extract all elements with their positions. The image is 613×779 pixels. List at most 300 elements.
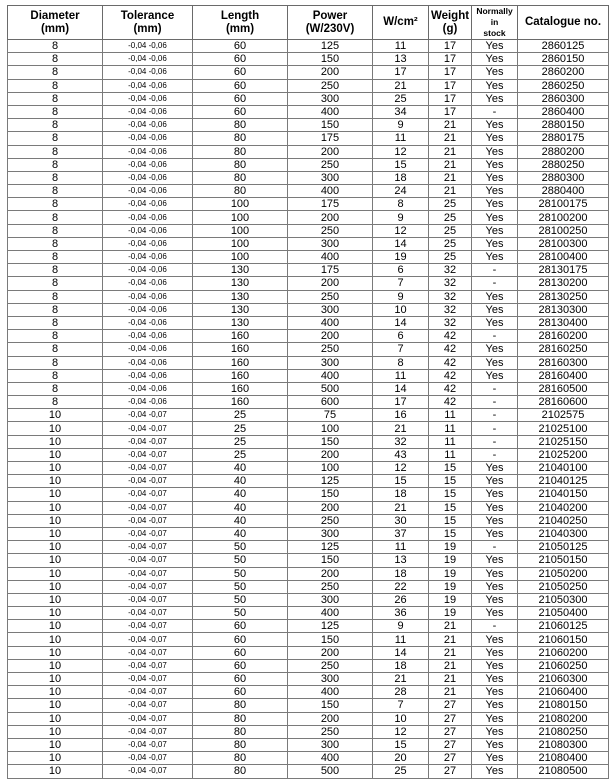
- table-row: [8, 303, 609, 316]
- cell-diameter: 8: [8, 316, 103, 329]
- cell-catalogue-no: 28160200: [518, 330, 609, 343]
- table-row: [8, 527, 609, 540]
- cell-tolerance: -0,04 -0,06: [103, 356, 193, 369]
- cell-tolerance: -0,04 -0,07: [103, 514, 193, 527]
- cell-power: 250: [288, 158, 373, 171]
- table-row: [8, 66, 609, 79]
- cell-weight: 32: [429, 290, 472, 303]
- cell-power: 150: [288, 53, 373, 66]
- cell-diameter: 8: [8, 105, 103, 118]
- cell-catalogue-no: 2860200: [518, 66, 609, 79]
- cell-diameter: 10: [8, 620, 103, 633]
- cell-in-stock: Yes: [472, 673, 518, 686]
- table-row: [8, 686, 609, 699]
- cell-tolerance: -0,04 -0,06: [103, 158, 193, 171]
- cell-weight: 17: [429, 92, 472, 105]
- cell-power: 300: [288, 237, 373, 250]
- table-row: [8, 462, 609, 475]
- cell-tolerance: -0,04 -0,06: [103, 211, 193, 224]
- cell-watt-density: 9: [373, 211, 429, 224]
- cell-tolerance: -0,04 -0,06: [103, 369, 193, 382]
- cell-weight: 21: [429, 185, 472, 198]
- cell-tolerance: -0,04 -0,07: [103, 554, 193, 567]
- cell-weight: 19: [429, 541, 472, 554]
- cell-watt-density: 32: [373, 435, 429, 448]
- cell-diameter: 8: [8, 158, 103, 171]
- table-row: [8, 752, 609, 765]
- table-row: [8, 659, 609, 672]
- cell-weight: 21: [429, 158, 472, 171]
- cell-power: 400: [288, 185, 373, 198]
- cell-diameter: 10: [8, 448, 103, 461]
- cell-watt-density: 12: [373, 725, 429, 738]
- cell-length: 60: [193, 633, 288, 646]
- cell-watt-density: 11: [373, 40, 429, 53]
- cell-in-stock: Yes: [472, 554, 518, 567]
- cell-length: 130: [193, 264, 288, 277]
- table-row: [8, 356, 609, 369]
- cell-watt-density: 25: [373, 92, 429, 105]
- cell-power: 300: [288, 738, 373, 751]
- cell-diameter: 8: [8, 119, 103, 132]
- cell-in-stock: -: [472, 422, 518, 435]
- cell-weight: 27: [429, 738, 472, 751]
- cell-tolerance: -0,04 -0,06: [103, 132, 193, 145]
- cell-in-stock: Yes: [472, 66, 518, 79]
- cell-weight: 21: [429, 633, 472, 646]
- cell-catalogue-no: 21080150: [518, 699, 609, 712]
- cell-in-stock: Yes: [472, 224, 518, 237]
- table-row: [8, 211, 609, 224]
- cell-power: 175: [288, 132, 373, 145]
- cell-length: 80: [193, 752, 288, 765]
- cell-in-stock: Yes: [472, 158, 518, 171]
- cell-watt-density: 18: [373, 171, 429, 184]
- cell-in-stock: Yes: [472, 290, 518, 303]
- cell-catalogue-no: 21050125: [518, 541, 609, 554]
- cell-power: 150: [288, 435, 373, 448]
- cell-in-stock: Yes: [472, 646, 518, 659]
- header-power: Power (W/230V): [288, 6, 373, 40]
- cell-length: 80: [193, 145, 288, 158]
- cell-weight: 25: [429, 198, 472, 211]
- cell-catalogue-no: 28100175: [518, 198, 609, 211]
- cell-weight: 27: [429, 765, 472, 778]
- cell-watt-density: 8: [373, 198, 429, 211]
- cell-power: 200: [288, 448, 373, 461]
- cell-weight: 17: [429, 66, 472, 79]
- cell-diameter: 8: [8, 211, 103, 224]
- cell-diameter: 8: [8, 53, 103, 66]
- cell-in-stock: Yes: [472, 237, 518, 250]
- cell-watt-density: 26: [373, 593, 429, 606]
- cell-diameter: 8: [8, 145, 103, 158]
- cell-length: 80: [193, 765, 288, 778]
- cell-in-stock: Yes: [472, 752, 518, 765]
- cell-tolerance: -0,04 -0,07: [103, 567, 193, 580]
- table-row: [8, 699, 609, 712]
- cell-diameter: 10: [8, 409, 103, 422]
- cell-tolerance: -0,04 -0,07: [103, 448, 193, 461]
- cell-catalogue-no: 28100200: [518, 211, 609, 224]
- cell-catalogue-no: 21060125: [518, 620, 609, 633]
- cell-length: 160: [193, 356, 288, 369]
- cell-length: 60: [193, 40, 288, 53]
- cell-catalogue-no: 21060150: [518, 633, 609, 646]
- cell-tolerance: -0,04 -0,06: [103, 277, 193, 290]
- cell-tolerance: -0,04 -0,07: [103, 488, 193, 501]
- cell-catalogue-no: 2880200: [518, 145, 609, 158]
- table-row: [8, 541, 609, 554]
- cell-power: 150: [288, 488, 373, 501]
- cell-watt-density: 43: [373, 448, 429, 461]
- cell-in-stock: Yes: [472, 171, 518, 184]
- cell-diameter: 8: [8, 224, 103, 237]
- cell-tolerance: -0,04 -0,06: [103, 119, 193, 132]
- cell-catalogue-no: 21060400: [518, 686, 609, 699]
- cell-catalogue-no: 2860125: [518, 40, 609, 53]
- cell-in-stock: Yes: [472, 580, 518, 593]
- cell-in-stock: Yes: [472, 699, 518, 712]
- cell-watt-density: 6: [373, 264, 429, 277]
- cell-power: 400: [288, 251, 373, 264]
- cell-tolerance: -0,04 -0,07: [103, 752, 193, 765]
- cell-catalogue-no: 21050250: [518, 580, 609, 593]
- cell-watt-density: 11: [373, 132, 429, 145]
- table-body: [8, 40, 609, 779]
- cell-length: 60: [193, 92, 288, 105]
- cell-power: 200: [288, 712, 373, 725]
- cell-watt-density: 21: [373, 79, 429, 92]
- cell-watt-density: 7: [373, 277, 429, 290]
- cell-weight: 25: [429, 237, 472, 250]
- cell-power: 300: [288, 673, 373, 686]
- cell-length: 40: [193, 475, 288, 488]
- cell-diameter: 8: [8, 185, 103, 198]
- table-row: [8, 330, 609, 343]
- cell-power: 300: [288, 593, 373, 606]
- cell-length: 60: [193, 105, 288, 118]
- cell-catalogue-no: 28100400: [518, 251, 609, 264]
- cell-diameter: 10: [8, 488, 103, 501]
- cell-watt-density: 34: [373, 105, 429, 118]
- cell-catalogue-no: 21080200: [518, 712, 609, 725]
- cell-weight: 32: [429, 264, 472, 277]
- table-row: [8, 343, 609, 356]
- cell-tolerance: -0,04 -0,07: [103, 699, 193, 712]
- cell-power: 200: [288, 66, 373, 79]
- cell-diameter: 10: [8, 527, 103, 540]
- cell-catalogue-no: 21080250: [518, 725, 609, 738]
- cell-power: 250: [288, 514, 373, 527]
- cell-in-stock: Yes: [472, 712, 518, 725]
- cell-tolerance: -0,04 -0,07: [103, 686, 193, 699]
- header-catalogue-no: Catalogue no.: [518, 6, 609, 40]
- cell-length: 160: [193, 343, 288, 356]
- table-row: [8, 145, 609, 158]
- cell-in-stock: Yes: [472, 738, 518, 751]
- cell-length: 40: [193, 514, 288, 527]
- cell-in-stock: Yes: [472, 659, 518, 672]
- table-row: [8, 409, 609, 422]
- cell-tolerance: -0,04 -0,07: [103, 409, 193, 422]
- cell-length: 50: [193, 593, 288, 606]
- cell-power: 400: [288, 686, 373, 699]
- cell-tolerance: -0,04 -0,06: [103, 224, 193, 237]
- cell-in-stock: -: [472, 277, 518, 290]
- cell-catalogue-no: 2860250: [518, 79, 609, 92]
- cell-weight: 19: [429, 593, 472, 606]
- cell-tolerance: -0,04 -0,07: [103, 646, 193, 659]
- cell-weight: 17: [429, 105, 472, 118]
- cell-length: 160: [193, 396, 288, 409]
- cell-watt-density: 18: [373, 567, 429, 580]
- cell-watt-density: 21: [373, 422, 429, 435]
- cell-weight: 27: [429, 699, 472, 712]
- cell-tolerance: -0,04 -0,07: [103, 620, 193, 633]
- cell-weight: 11: [429, 448, 472, 461]
- cell-tolerance: -0,04 -0,06: [103, 79, 193, 92]
- cell-in-stock: Yes: [472, 488, 518, 501]
- cell-catalogue-no: 21060200: [518, 646, 609, 659]
- cell-catalogue-no: 2880300: [518, 171, 609, 184]
- cell-diameter: 10: [8, 725, 103, 738]
- cell-watt-density: 11: [373, 369, 429, 382]
- cell-tolerance: -0,04 -0,06: [103, 53, 193, 66]
- cell-watt-density: 19: [373, 251, 429, 264]
- cell-in-stock: -: [472, 105, 518, 118]
- cell-catalogue-no: 28130300: [518, 303, 609, 316]
- cell-diameter: 10: [8, 462, 103, 475]
- header-in-stock: Normally in stock: [472, 6, 518, 40]
- cell-catalogue-no: 2860300: [518, 92, 609, 105]
- table-row: [8, 580, 609, 593]
- cell-power: 150: [288, 699, 373, 712]
- cell-length: 160: [193, 382, 288, 395]
- cell-catalogue-no: 21040100: [518, 462, 609, 475]
- cell-catalogue-no: 2880250: [518, 158, 609, 171]
- cell-weight: 27: [429, 752, 472, 765]
- cell-watt-density: 14: [373, 646, 429, 659]
- cell-catalogue-no: 2880175: [518, 132, 609, 145]
- cell-diameter: 10: [8, 514, 103, 527]
- cell-in-stock: Yes: [472, 251, 518, 264]
- cell-power: 150: [288, 554, 373, 567]
- cell-length: 40: [193, 462, 288, 475]
- cell-catalogue-no: 21050300: [518, 593, 609, 606]
- cell-catalogue-no: 2880150: [518, 119, 609, 132]
- cell-length: 60: [193, 686, 288, 699]
- cell-power: 250: [288, 290, 373, 303]
- cell-in-stock: Yes: [472, 593, 518, 606]
- cell-weight: 21: [429, 686, 472, 699]
- cell-length: 100: [193, 237, 288, 250]
- cell-catalogue-no: 28100250: [518, 224, 609, 237]
- table-row: [8, 620, 609, 633]
- table-row: [8, 119, 609, 132]
- cell-tolerance: -0,04 -0,07: [103, 501, 193, 514]
- cell-tolerance: -0,04 -0,06: [103, 198, 193, 211]
- cell-tolerance: -0,04 -0,06: [103, 40, 193, 53]
- cell-in-stock: Yes: [472, 316, 518, 329]
- cell-weight: 15: [429, 475, 472, 488]
- cell-catalogue-no: 21080500: [518, 765, 609, 778]
- cell-weight: 19: [429, 580, 472, 593]
- cell-length: 80: [193, 738, 288, 751]
- cell-watt-density: 20: [373, 752, 429, 765]
- cell-watt-density: 36: [373, 607, 429, 620]
- table-row: [8, 79, 609, 92]
- cell-tolerance: -0,04 -0,06: [103, 251, 193, 264]
- cell-weight: 42: [429, 382, 472, 395]
- cell-watt-density: 17: [373, 66, 429, 79]
- cell-catalogue-no: 2880400: [518, 185, 609, 198]
- cell-watt-density: 15: [373, 158, 429, 171]
- cell-length: 50: [193, 567, 288, 580]
- cell-watt-density: 6: [373, 330, 429, 343]
- cell-watt-density: 18: [373, 488, 429, 501]
- table-row: [8, 435, 609, 448]
- cell-catalogue-no: 21040150: [518, 488, 609, 501]
- cell-length: 160: [193, 330, 288, 343]
- cell-tolerance: -0,04 -0,06: [103, 316, 193, 329]
- cell-power: 600: [288, 396, 373, 409]
- cell-length: 80: [193, 119, 288, 132]
- cell-tolerance: -0,04 -0,07: [103, 475, 193, 488]
- cell-in-stock: Yes: [472, 185, 518, 198]
- cell-weight: 11: [429, 435, 472, 448]
- table-row: [8, 554, 609, 567]
- cell-diameter: 8: [8, 290, 103, 303]
- cell-catalogue-no: 21050150: [518, 554, 609, 567]
- cell-catalogue-no: 28130200: [518, 277, 609, 290]
- cell-weight: 32: [429, 316, 472, 329]
- cell-in-stock: Yes: [472, 53, 518, 66]
- cell-watt-density: 7: [373, 343, 429, 356]
- cell-watt-density: 12: [373, 224, 429, 237]
- table-row: [8, 382, 609, 395]
- cell-length: 25: [193, 422, 288, 435]
- cell-power: 150: [288, 633, 373, 646]
- cell-catalogue-no: 21040200: [518, 501, 609, 514]
- cell-tolerance: -0,04 -0,06: [103, 237, 193, 250]
- cell-watt-density: 10: [373, 303, 429, 316]
- cell-power: 300: [288, 303, 373, 316]
- cell-catalogue-no: 21050200: [518, 567, 609, 580]
- cell-tolerance: -0,04 -0,07: [103, 633, 193, 646]
- cell-watt-density: 14: [373, 237, 429, 250]
- cell-watt-density: 24: [373, 185, 429, 198]
- table-row: [8, 224, 609, 237]
- cell-diameter: 10: [8, 567, 103, 580]
- cell-diameter: 10: [8, 501, 103, 514]
- table-row: [8, 514, 609, 527]
- cell-diameter: 8: [8, 264, 103, 277]
- header-weight: Weight (g): [429, 6, 472, 40]
- cell-power: 250: [288, 79, 373, 92]
- cell-weight: 21: [429, 119, 472, 132]
- cell-weight: 21: [429, 145, 472, 158]
- cell-tolerance: -0,04 -0,07: [103, 422, 193, 435]
- cell-tolerance: -0,04 -0,06: [103, 343, 193, 356]
- table-row: [8, 277, 609, 290]
- cell-power: 250: [288, 725, 373, 738]
- table-row: [8, 158, 609, 171]
- cell-power: 200: [288, 567, 373, 580]
- cell-power: 400: [288, 105, 373, 118]
- cell-length: 40: [193, 527, 288, 540]
- table-row: [8, 488, 609, 501]
- cell-length: 40: [193, 501, 288, 514]
- cell-tolerance: -0,04 -0,07: [103, 580, 193, 593]
- cell-power: 250: [288, 659, 373, 672]
- cell-in-stock: Yes: [472, 514, 518, 527]
- cell-diameter: 8: [8, 330, 103, 343]
- cell-in-stock: -: [472, 541, 518, 554]
- cell-weight: 17: [429, 79, 472, 92]
- cell-tolerance: -0,04 -0,06: [103, 66, 193, 79]
- cell-weight: 11: [429, 422, 472, 435]
- cell-watt-density: 17: [373, 396, 429, 409]
- cell-in-stock: Yes: [472, 79, 518, 92]
- cell-length: 130: [193, 290, 288, 303]
- cell-in-stock: Yes: [472, 607, 518, 620]
- cell-in-stock: Yes: [472, 119, 518, 132]
- cell-catalogue-no: 2102575: [518, 409, 609, 422]
- cell-power: 400: [288, 752, 373, 765]
- cell-in-stock: -: [472, 264, 518, 277]
- cell-power: 300: [288, 527, 373, 540]
- cell-weight: 42: [429, 369, 472, 382]
- cell-in-stock: Yes: [472, 501, 518, 514]
- cell-power: 100: [288, 422, 373, 435]
- cell-diameter: 8: [8, 369, 103, 382]
- header-length: Length (mm): [193, 6, 288, 40]
- product-spec-table: [7, 5, 609, 779]
- cell-tolerance: -0,04 -0,07: [103, 593, 193, 606]
- cell-diameter: 8: [8, 356, 103, 369]
- cell-power: 175: [288, 264, 373, 277]
- cell-watt-density: 7: [373, 699, 429, 712]
- cell-in-stock: Yes: [472, 303, 518, 316]
- cell-tolerance: -0,04 -0,06: [103, 171, 193, 184]
- cell-tolerance: -0,04 -0,06: [103, 396, 193, 409]
- cell-diameter: 8: [8, 198, 103, 211]
- cell-in-stock: Yes: [472, 567, 518, 580]
- cell-in-stock: -: [472, 382, 518, 395]
- cell-catalogue-no: 21050400: [518, 607, 609, 620]
- cell-diameter: 8: [8, 277, 103, 290]
- table-row: [8, 725, 609, 738]
- cell-tolerance: -0,04 -0,07: [103, 725, 193, 738]
- cell-weight: 42: [429, 396, 472, 409]
- cell-length: 25: [193, 448, 288, 461]
- table-row: [8, 448, 609, 461]
- header-diameter: Diameter (mm): [8, 6, 103, 40]
- cell-watt-density: 37: [373, 527, 429, 540]
- table-row: [8, 264, 609, 277]
- cell-weight: 32: [429, 303, 472, 316]
- cell-diameter: 10: [8, 435, 103, 448]
- cell-length: 60: [193, 66, 288, 79]
- cell-diameter: 10: [8, 659, 103, 672]
- cell-in-stock: Yes: [472, 198, 518, 211]
- cell-watt-density: 13: [373, 53, 429, 66]
- cell-weight: 15: [429, 501, 472, 514]
- cell-diameter: 8: [8, 396, 103, 409]
- cell-watt-density: 12: [373, 462, 429, 475]
- cell-length: 60: [193, 79, 288, 92]
